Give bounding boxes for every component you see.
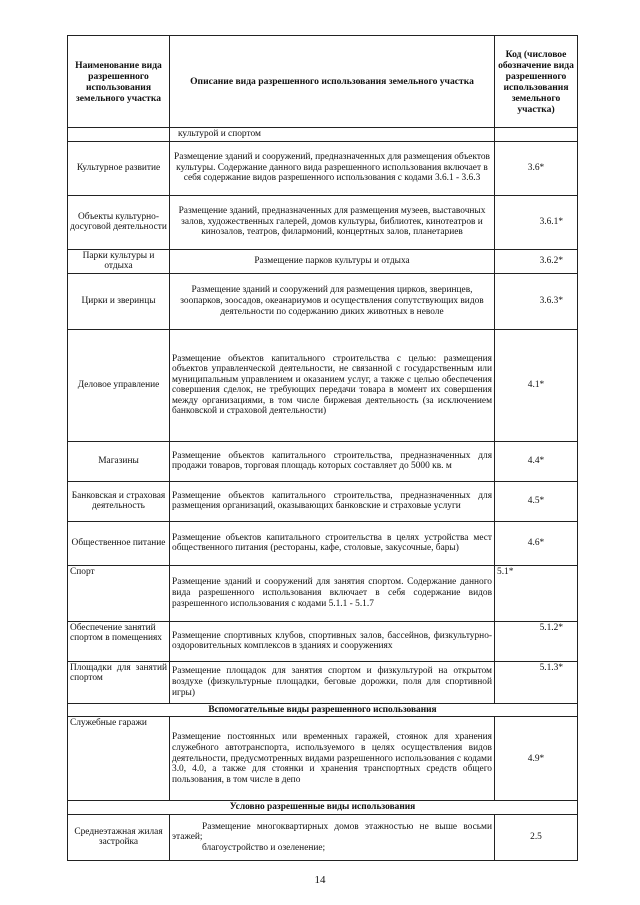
row-name: Среднеэтажная жилая застройка — [68, 814, 170, 860]
table-row — [68, 814, 578, 860]
row-description-line: благоустройство и озеленение; — [202, 842, 326, 853]
row-code: 3.6* — [495, 141, 578, 195]
row-name: Спорт — [68, 565, 170, 621]
row-code: 3.6.3* — [495, 273, 578, 329]
header-description: Описание вида разрешенного использования земельного участка — [170, 36, 495, 128]
row-name: Магазины — [68, 441, 170, 481]
row-code: 4.6* — [495, 521, 578, 565]
row-code: 3.6.1* — [495, 195, 578, 249]
table-header-row — [68, 36, 578, 128]
header-name: Наименование вида разрешенного использования земельного участка — [68, 36, 170, 128]
row-code: 4.9* — [495, 717, 578, 801]
table-row — [68, 521, 578, 565]
row-description-line: Размещение многоквартирных домов этажностью не выше восьми этажей; — [172, 821, 492, 843]
row-name: Деловое управление — [68, 329, 170, 441]
row-code: 4.5* — [495, 481, 578, 521]
table-row — [68, 273, 578, 329]
row-description: Размещение постоянных или временных гаражей, стоянок для хранения служебного автотранспорта, используемого в целях осуществления видов деятельности, предусмотренных видами разрешенного использования с кодами 3.0, 4.0, а также для стоянки и хранения транспортных средств общего пользования, в том числе в депо — [170, 717, 495, 801]
row-description: Размещение зданий, предназначенных для размещения музеев, выставочных залов, художественных галерей, домов культуры, библиотек, кинотеатров и кинозалов, театров, филармоний, концертных залов, планетариев — [170, 195, 495, 249]
table-row — [68, 128, 578, 142]
table-row — [68, 717, 578, 801]
row-name: Банковская и страховая деятельность — [68, 481, 170, 521]
row-code: 5.1* — [495, 565, 578, 621]
row-description: Размещение зданий и сооружений для размещения цирков, зверинцев, зоопарков, зоосадов, океанариумов и осуществления сопутствующих видов деятельности по содержанию диких животных в неволе — [170, 273, 495, 329]
row-name: Общественное питание — [68, 521, 170, 565]
row-code: 5.1.3* — [495, 661, 578, 703]
row-description: Размещение зданий и сооружений, предназначенных для размещения объектов культуры. Содержание данного вида разрешенного использования включает в себя содержание видов разрешенного использования с кодами 3.6.1 - 3.6.3 — [170, 141, 495, 195]
row-description: Размещение спортивных клубов, спортивных залов, бассейнов, физкультурно-оздоровительных комплексов в зданиях и сооружениях — [170, 621, 495, 661]
header-code: Код (числовое обозначение вида разрешенного использования земельного участка) — [495, 36, 578, 128]
row-description: Размещение зданий и сооружений для занятия спортом. Содержание данного вида разрешенного использования включает в себя содержание видов разрешенного использования с кодами 5.1.1 - 5.1.7 — [170, 565, 495, 621]
row-code: 5.1.2* — [495, 621, 578, 661]
row-description: Размещение объектов капитального строительства в целях устройства мест общественного питания (рестораны, кафе, столовые, закусочные, бары) — [170, 521, 495, 565]
table-row — [68, 565, 578, 621]
land-use-table — [67, 35, 578, 861]
table-row — [68, 441, 578, 481]
row-name: Парки культуры и отдыха — [68, 249, 170, 273]
table-row — [68, 141, 578, 195]
row-description: Размещение объектов капитального строительства, предназначенных для размещения организаций, оказывающих банковские и страховые услуги — [170, 481, 495, 521]
row-description: Размещение объектов капитального строительства, предназначенных для продажи товаров, торговая площадь которых составляет до 5000 кв. м — [170, 441, 495, 481]
row-code: 4.4* — [495, 441, 578, 481]
table-row — [68, 621, 578, 661]
row-name: Объекты культурно-досуговой деятельности — [68, 195, 170, 249]
row-code: 2.5 — [495, 814, 578, 860]
row-description: культурой и спортом — [170, 128, 495, 142]
table-row — [68, 481, 578, 521]
row-name: Обеспечение занятий спортом в помещениях — [68, 621, 170, 661]
table-row — [68, 249, 578, 273]
page-number: 14 — [314, 874, 326, 886]
table-row — [68, 329, 578, 441]
row-description — [170, 814, 495, 860]
row-description: Размещение объектов капитального строительства с целью: размещения объектов управленческой деятельности, не связанной с государственным или муниципальным управлением и оказанием услуг, а также с целью обеспечения совершения сделок, не требующих передачи товара в момент их совершения между организациями, в том числе биржевая деятельность (за исключением банковской и страховой деятельности) — [170, 329, 495, 441]
row-name: Служебные гаражи — [68, 717, 170, 801]
row-code: 4.1* — [495, 329, 578, 441]
section-row-auxiliary — [68, 703, 578, 717]
row-description: Размещение парков культуры и отдыха — [170, 249, 495, 273]
table-row — [68, 661, 578, 703]
table-row — [68, 195, 578, 249]
row-name: Культурное развитие — [68, 141, 170, 195]
row-description: Размещение площадок для занятия спортом и физкультурой на открытом воздухе (физкультурные площадки, беговые дорожки, поля для спортивной игры) — [170, 661, 495, 703]
section-title-conditional: Условно разрешенные виды использования — [68, 801, 578, 815]
row-code: 3.6.2* — [495, 249, 578, 273]
row-code — [495, 128, 578, 142]
row-name — [68, 128, 170, 142]
section-row-conditional — [68, 801, 578, 815]
row-name: Цирки и зверинцы — [68, 273, 170, 329]
section-title-auxiliary: Вспомогательные виды разрешенного использования — [68, 703, 578, 717]
row-name: Площадки для занятий спортом — [68, 661, 170, 703]
